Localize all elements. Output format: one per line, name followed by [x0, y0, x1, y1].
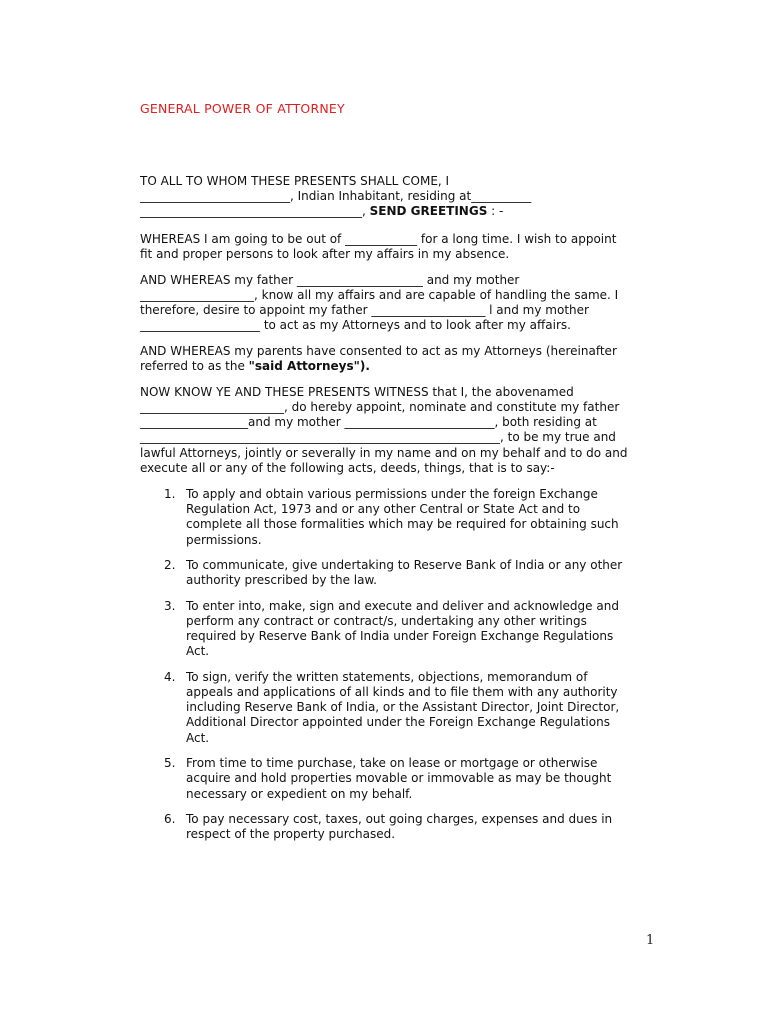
list-item-number: 4.	[164, 669, 176, 684]
list-item-text: From time to time purchase, take on lease or mortgage or otherwise acquire and hold properties movable or immovable as may be thought necessary or expedient on my behalf.	[186, 756, 612, 801]
witness-paragraph: NOW KNOW YE AND THESE PRESENTS WITNESS that I, the abovenamed ________________________, do hereby appoint, nominate and constitute my father __________________and my mother _________________________, both residing at ____________________________________________________________, to be my true and lawful Attorneys, jointly or severally in my name and on my behalf and to do and execute all or any of the following acts, deeds, things, that is to say:-	[140, 384, 632, 475]
list-item-text: To pay necessary cost, taxes, out going charges, expenses and dues in respect of the property purchased.	[186, 812, 613, 842]
list-item-number: 3.	[164, 598, 176, 613]
intro-line-2: _________________________, Indian Inhabitant, residing at__________	[140, 189, 532, 204]
list-item-text: To communicate, give undertaking to Reserve Bank of India or any other authority prescribed by the law.	[186, 558, 623, 588]
said-attorneys: "said Attorneys").	[248, 359, 370, 374]
list-item-number: 1.	[164, 486, 176, 501]
page-number: 1	[646, 933, 655, 948]
list-item	[140, 599, 626, 660]
list-item-text: To sign, verify the written statements, objections, memorandum of appeals and applications of all kinds and to file them with any authority including Reserve Bank of India, or the Assistant Director, Joint Director, Additional Director appointed under the Foreign Exchange Regulations Act.	[186, 669, 620, 745]
intro-line-1: TO ALL TO WHOM THESE PRESENTS SHALL COME, I	[140, 174, 450, 188]
intro-line-3-prefix: _____________________________________,	[140, 204, 370, 219]
whereas-paragraph-2: AND WHEREAS my father _____________________ and my mother ___________________, know all my affairs and are capable of handling the same. I therefore, desire to appoint my father ___________________ l and my mother ____________________ to act as my Attorneys and to look after my affairs.	[140, 272, 623, 333]
list-item-number: 5.	[164, 756, 176, 771]
list-item-number: 2.	[164, 558, 176, 573]
list-item	[140, 756, 626, 802]
intro-line-3-suffix: : -	[487, 204, 504, 219]
list-item-text: To apply and obtain various permissions under the foreign Exchange Regulation Act, 1973 and or any other Central or State Act and to complete all those formalities which may be required for obtaining such permissions.	[186, 486, 619, 547]
list-item-number: 6.	[164, 812, 176, 827]
whereas-paragraph-3	[140, 344, 630, 374]
whereas-paragraph-1: WHEREAS I am going to be out of ____________ for a long time. I wish to appoint fit and proper persons to look after my affairs in my absence.	[140, 231, 621, 261]
document-body	[140, 174, 630, 853]
send-greetings: SEND GREETINGS	[369, 204, 488, 219]
list-item	[140, 812, 626, 842]
powers-list	[140, 487, 630, 843]
list-item	[140, 670, 626, 746]
list-item	[140, 487, 626, 548]
intro-paragraph	[140, 174, 630, 220]
document-title: GENERAL POWER OF ATTORNEY	[140, 101, 345, 116]
list-item	[140, 558, 626, 588]
whereas-3-text: AND WHEREAS my parents have consented to act as my Attorneys (hereinafter referred to as the	[140, 343, 621, 374]
list-item-text: To enter into, make, sign and execute and deliver and acknowledge and perform any contract or contract/s, undertaking any other writings required by Reserve Bank of India under Foreign Exchange Regulations Act.	[186, 598, 619, 659]
